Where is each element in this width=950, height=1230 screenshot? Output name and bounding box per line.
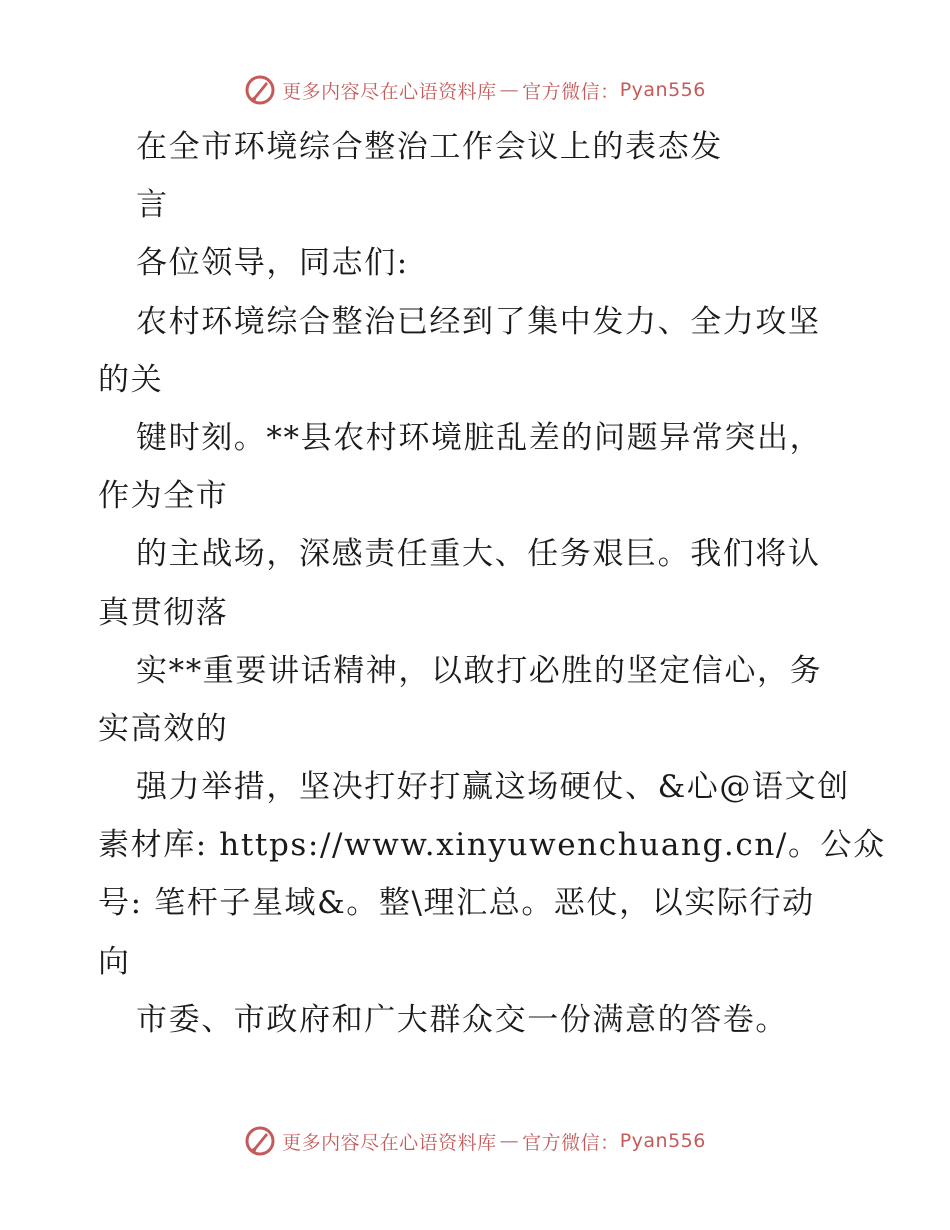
paragraph-line: 作为全市 bbox=[98, 478, 229, 515]
quill-logo-icon bbox=[244, 1125, 276, 1157]
paragraph-line: 键时刻。**县农村环境脏乱差的问题异常突出， bbox=[136, 419, 823, 456]
watermark-header bbox=[0, 73, 950, 107]
watermark-contact-label: 官方微信： bbox=[522, 80, 620, 103]
paragraph-line: 号: 笔杆子星域&。整\理汇总。恶仗，以实际行动 bbox=[98, 885, 815, 922]
paragraph-line: 的主战场，深感责任重大、任务艰巨。我们将认 bbox=[136, 536, 821, 573]
paragraph-line: 实高效的 bbox=[98, 710, 229, 747]
paragraph-line: 素材库: https://www.xinyuwenchuang.cn/。公众 bbox=[98, 827, 886, 864]
watermark-contact-id: Pyan556 bbox=[619, 79, 706, 101]
watermark-contact-label: 官方微信： bbox=[522, 1131, 620, 1154]
paragraph-line: 市委、市政府和广大群众交一份满意的答卷。 bbox=[136, 1001, 788, 1038]
watermark-text: 更多内容尽在心语资料库 bbox=[282, 1131, 497, 1154]
watermark-footer bbox=[0, 1124, 950, 1158]
watermark-text: 更多内容尽在心语资料库 bbox=[282, 80, 497, 103]
watermark-dash: — bbox=[499, 79, 520, 101]
watermark-contact-id: Pyan556 bbox=[619, 1130, 706, 1152]
paragraph-line: 真贯彻落 bbox=[98, 594, 229, 631]
paragraph-line: 农村环境综合整治已经到了集中发力、全力攻坚 bbox=[136, 303, 821, 340]
paragraph-line: 实**重要讲话精神，以敢打必胜的坚定信心，务 bbox=[136, 652, 823, 689]
watermark-dash: — bbox=[499, 1130, 520, 1152]
document-body bbox=[98, 118, 886, 1049]
paragraph-line: 的关 bbox=[98, 361, 164, 398]
quill-logo-icon bbox=[244, 74, 276, 106]
document-title-line-2: 言 bbox=[136, 187, 169, 224]
paragraph-line: 强力举措，坚决打好打赢这场硬仗、&心@语文创 bbox=[136, 769, 850, 806]
salutation-line: 各位领导，同志们: bbox=[136, 245, 409, 282]
document-title-line-1: 在全市环境综合整治工作会议上的表态发 bbox=[136, 129, 723, 165]
paragraph-line: 向 bbox=[98, 943, 131, 980]
